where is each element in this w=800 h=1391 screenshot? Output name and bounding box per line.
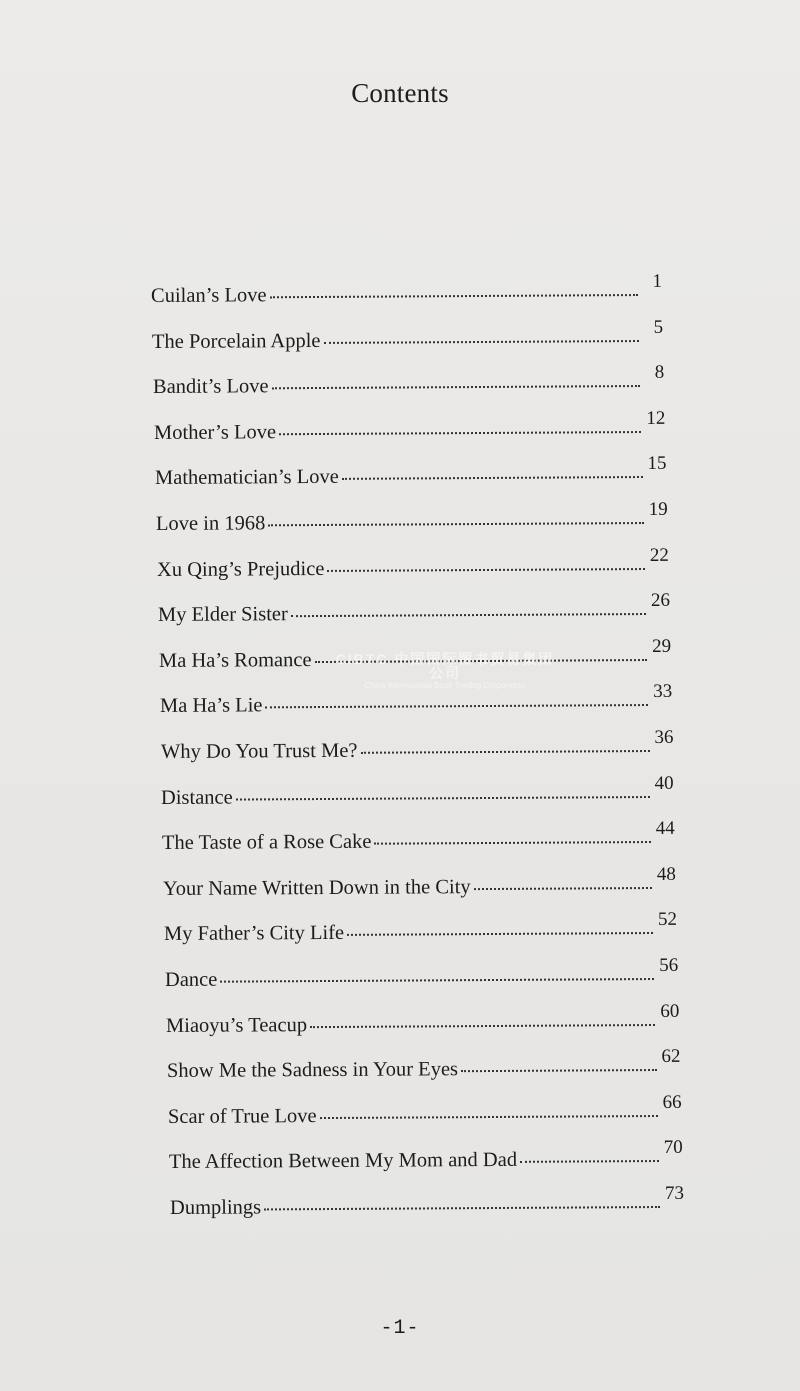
- toc-entry: [167, 1046, 681, 1086]
- watermark-main: CIBTC 中国国际图书贸易集团公司: [335, 651, 555, 681]
- toc-entry-title: Distance: [161, 786, 234, 809]
- toc-entry-page: 62: [661, 1046, 681, 1068]
- toc-entry-title: Ma Ha’s Romance: [158, 648, 312, 672]
- toc-entry-title: Bandit’s Love: [152, 375, 269, 399]
- toc-leader-dots: [320, 1113, 658, 1119]
- toc-entry-page: 44: [656, 818, 676, 840]
- toc-entry-page: 29: [651, 635, 671, 657]
- toc-entry-page: 8: [654, 362, 665, 384]
- toc-entry: [154, 453, 667, 493]
- toc-entry-title: Ma Ha’s Lie: [159, 694, 263, 718]
- toc-entry-title: The Porcelain Apple: [151, 329, 321, 353]
- toc-entry: [169, 1182, 684, 1223]
- toc-entry-page: 40: [654, 772, 675, 794]
- toc-leader-dots: [279, 429, 641, 435]
- toc-entry-title: Mother’s Love: [153, 421, 276, 444]
- toc-entry-page: 22: [649, 544, 669, 566]
- toc-leader-dots: [310, 1022, 655, 1028]
- toc-entry: [166, 1000, 680, 1040]
- toc-entry-page: 12: [646, 407, 666, 429]
- page-title: Contents: [351, 78, 449, 108]
- toc-entry-title: Dumplings: [169, 1196, 262, 1219]
- toc-entry-title: Why Do You Trust Me?: [160, 739, 358, 763]
- toc-entry-title: Love in 1968: [155, 512, 266, 535]
- toc-entry: [151, 316, 664, 356]
- toc-entry: [150, 270, 662, 311]
- toc-entry-title: Show Me the Sadness in Your Eyes: [167, 1058, 459, 1083]
- toc-entry: [152, 362, 665, 402]
- toc-leader-dots: [264, 1204, 660, 1210]
- toc-entry: [161, 772, 675, 812]
- toc-entry-page: 73: [664, 1182, 684, 1204]
- toc-entry-page: 52: [658, 909, 678, 931]
- watermark-sub: China International Book Trading Corporation: [364, 681, 526, 690]
- toc-entry-title: Mathematician’s Love: [154, 466, 339, 490]
- toc-entry: [162, 818, 676, 858]
- toc-leader-dots: [342, 474, 643, 480]
- toc-leader-dots: [314, 657, 647, 663]
- toc-entry: [160, 726, 673, 767]
- toc-entry-page: 26: [650, 590, 670, 612]
- toc-entry: [164, 909, 678, 949]
- toc-leader-dots: [347, 930, 653, 936]
- toc-entry-page: 19: [648, 498, 668, 520]
- toc-entry: [155, 498, 668, 539]
- toc-entry-page: 66: [662, 1091, 682, 1113]
- toc-entry-page: 36: [653, 726, 673, 748]
- toc-entry-page: 48: [657, 863, 677, 885]
- toc-entry-title: Scar of True Love: [168, 1104, 317, 1128]
- toc-entry-title: The Taste of a Rose Cake: [162, 830, 372, 855]
- toc-entry-title: The Affection Between My Mom and Dad: [168, 1149, 518, 1174]
- toc-leader-dots: [221, 976, 655, 983]
- toc-entry-page: 15: [647, 453, 667, 475]
- toc-leader-dots: [474, 885, 652, 890]
- toc-entry-page: 70: [663, 1137, 683, 1159]
- toc-leader-dots: [360, 748, 649, 754]
- toc-entry: [163, 863, 677, 904]
- toc-leader-dots: [290, 611, 645, 617]
- toc-entry-page: 1: [652, 270, 662, 292]
- toc-entry: [168, 1137, 683, 1177]
- toc-entry: [168, 1091, 682, 1132]
- toc-entry: [153, 407, 666, 448]
- toc-entry-title: Dance: [165, 968, 218, 991]
- toc-entry-page: 60: [660, 1000, 680, 1022]
- toc-entry-title: Your Name Written Down in the City: [163, 875, 472, 900]
- toc-leader-dots: [265, 702, 648, 708]
- toc-entry-title: My Elder Sister: [157, 603, 288, 627]
- toc-leader-dots: [461, 1067, 657, 1072]
- toc-entry-page: 33: [652, 681, 672, 703]
- page-number: -1-: [380, 1317, 420, 1340]
- toc-entry-title: Miaoyu’s Teacup: [166, 1013, 308, 1037]
- toc-leader-dots: [520, 1158, 659, 1163]
- toc-leader-dots: [236, 794, 650, 801]
- toc-entry: [165, 954, 679, 995]
- toc-entry-page: 56: [659, 954, 679, 976]
- toc-entry-title: Xu Qing’s Prejudice: [156, 557, 325, 581]
- toc-leader-dots: [375, 839, 651, 845]
- toc-entry-title: Cuilan’s Love: [150, 284, 267, 307]
- toc-leader-dots: [271, 383, 640, 389]
- toc-entry-page: 5: [653, 316, 664, 338]
- toc-entry: [156, 544, 669, 584]
- toc-entry: [158, 635, 671, 676]
- toc-leader-dots: [270, 292, 638, 298]
- toc-leader-dots: [268, 520, 643, 526]
- toc-entry-title: My Father’s City Life: [164, 922, 345, 946]
- toc-leader-dots: [323, 338, 639, 344]
- toc-entry: [157, 590, 670, 630]
- toc-leader-dots: [327, 566, 645, 572]
